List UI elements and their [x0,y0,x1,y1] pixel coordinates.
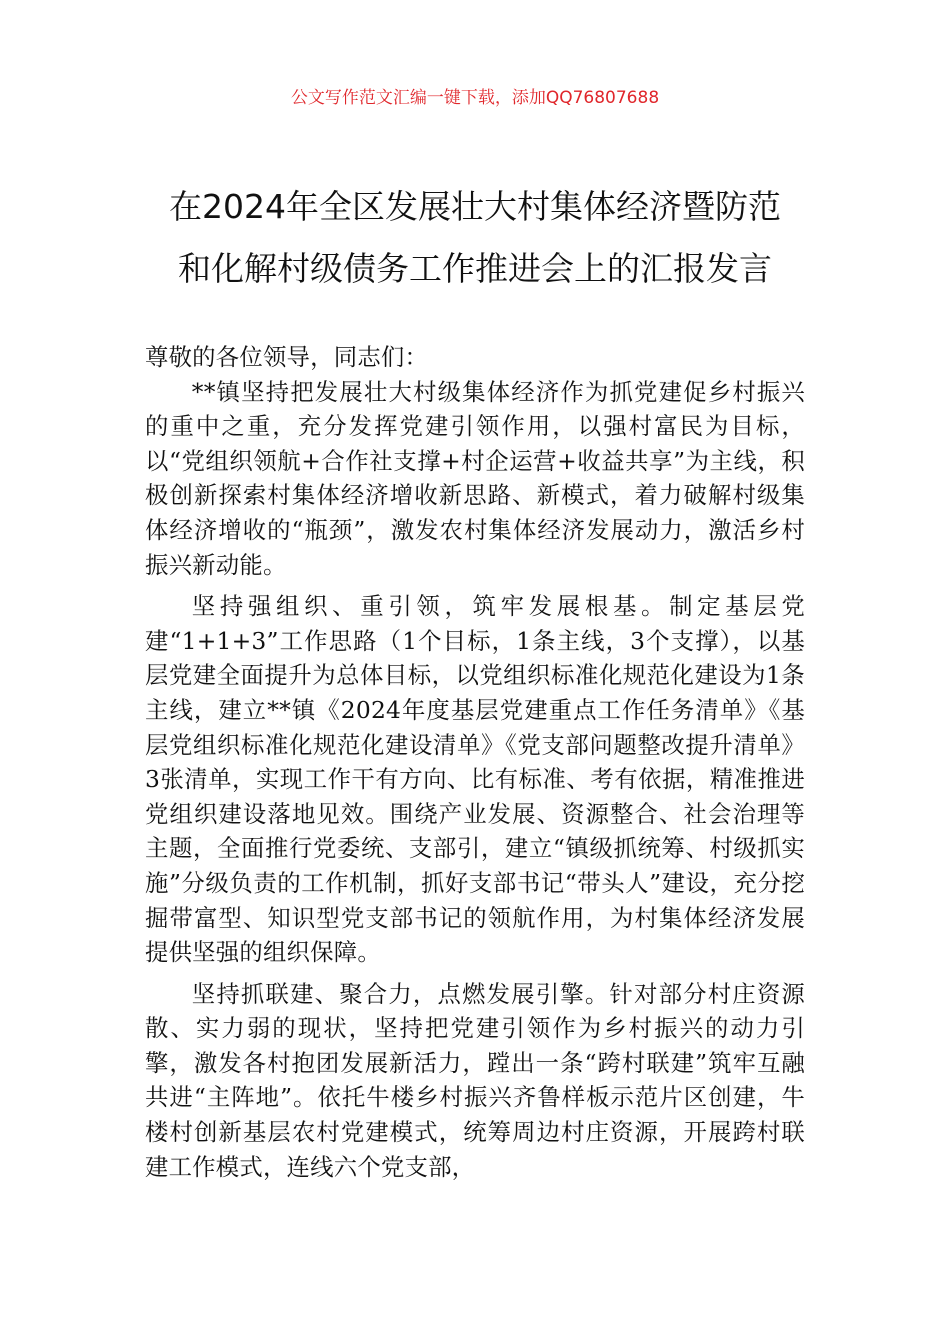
document-body [145,340,805,1184]
download-banner: 公文写作范文汇编一键下载，添加QQ76807688 [290,88,660,108]
document-title [120,176,830,300]
title-line-1: 在2024年全区发展壮大村集体经济暨防范 [169,187,781,226]
title-line-2: 和化解村级债务工作推进会上的汇报发言 [178,249,772,288]
paragraph-joint-construction: 坚持抓联建、聚合力，点燃发展引擎。针对部分村庄资源散、实力弱的现状，坚持把党建引领作为乡村振兴的动力引擎，激发各村抱团发展新活力，蹚出一条“跨村联建”筑牢互融共进“主阵地”。依托牛楼乡村振兴齐鲁样板示范片区创建，牛楼村创新基层农村党建模式，统筹周边村庄资源，开展跨村联建工作模式，连线六个党支部， [145,979,805,1181]
salutation: 尊敬的各位领导，同志们： [145,343,429,371]
paragraph-intro: **镇坚持把发展壮大村级集体经济作为抓党建促乡村振兴的重中之重，充分发挥党建引领作用，以强村富民为目标，以“党组织领航+合作社支撑+村企运营+收益共享”为主线，积极创新探索村集体经济增收新思路、新模式，着力破解村级集体经济增收的“瓶颈”，激发农村集体经济发展动力，激活乡村振兴新动能。 [145,377,805,579]
paragraph-organization: 坚持强组织、重引领，筑牢发展根基。制定基层党建“1+1+3”工作思路（1个目标，1条主线，3个支撑），以基层党建全面提升为总体目标，以党组织标准化规范化建设为1条主线，建立**镇《2024年度基层党建重点工作任务清单》《基层党组织标准化规范化建设清单》《党支部问题整改提升清单》3张清单，实现工作干有方向、比有标准、考有依据，精准推进党组织建设落地见效。围绕产业发展、资源整合、社会治理等主题，全面推行党委统、支部引，建立“镇级抓统筹、村级抓实施”分级负责的工作机制，抓好支部书记“带头人”建设，充分挖掘带富型、知识型党支部书记的领航作用，为村集体经济发展提供坚强的组织保障。 [145,592,805,967]
